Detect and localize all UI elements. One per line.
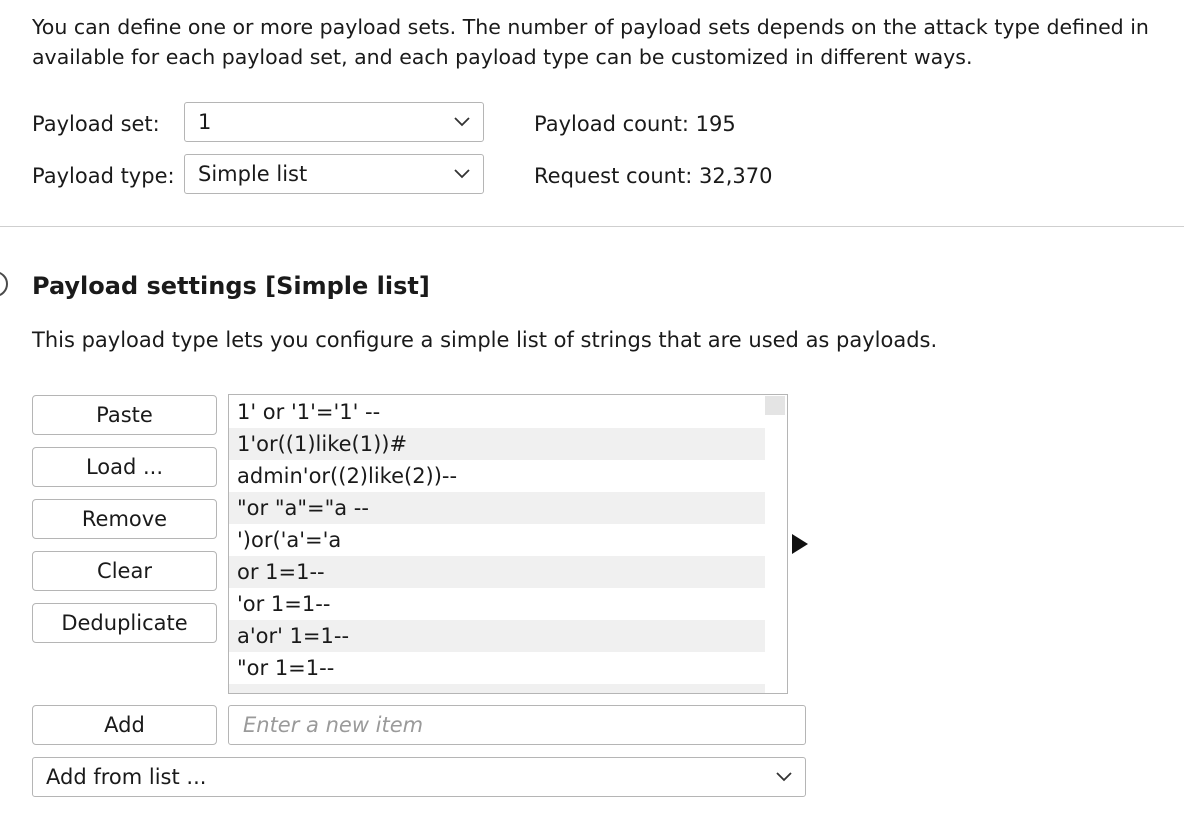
- list-item[interactable]: "or 1=1--: [237, 656, 335, 680]
- play-arrow-icon[interactable]: [792, 534, 808, 554]
- payload-count-value: 195: [695, 112, 736, 136]
- payload-count: [534, 109, 736, 139]
- list-item[interactable]: 1'or((1)like(1))#: [229, 428, 766, 460]
- intro-line-2: available for each payload set, and each payload type can be customized in different ways.: [32, 45, 973, 69]
- list-item[interactable]: ')or('a'='a: [237, 528, 342, 552]
- list-item[interactable]: [229, 684, 766, 694]
- list-item[interactable]: admin'or((2)like(2))--: [237, 464, 458, 488]
- clear-button[interactable]: Clear: [32, 551, 217, 591]
- payload-list-items: [229, 396, 766, 694]
- intro-text: [32, 12, 1184, 72]
- payload-set-label: Payload set:: [32, 112, 160, 136]
- payload-type-label: Payload type:: [32, 164, 175, 188]
- list-item[interactable]: a'or' 1=1--: [229, 620, 766, 652]
- payload-list[interactable]: [228, 394, 788, 694]
- list-item[interactable]: 1' or '1'='1' --: [237, 400, 381, 424]
- add-button[interactable]: Add: [32, 705, 217, 745]
- scroll-thumb[interactable]: [765, 396, 785, 415]
- add-from-list-select[interactable]: [32, 757, 806, 797]
- payload-set-value: 1: [198, 110, 212, 134]
- circle-icon[interactable]: [0, 271, 8, 297]
- deduplicate-button[interactable]: Deduplicate: [32, 603, 217, 643]
- section-description: This payload type lets you configure a simple list of strings that are used as payloads.: [32, 328, 938, 352]
- list-item[interactable]: or 1=1--: [229, 556, 766, 588]
- intro-line-1: You can define one or more payload sets. The number of payload sets depends on the attack type defined in: [32, 15, 1149, 39]
- new-item-input[interactable]: [228, 705, 806, 745]
- chevron-down-icon: [453, 167, 471, 179]
- payload-type-value: Simple list: [198, 162, 308, 186]
- list-item[interactable]: "or "a"="a --: [229, 492, 766, 524]
- request-count: [534, 161, 772, 191]
- request-count-value: 32,370: [699, 164, 773, 188]
- payload-count-label: Payload count:: [534, 112, 689, 136]
- list-item[interactable]: 'or 1=1--: [237, 592, 331, 616]
- paste-button[interactable]: Paste: [32, 395, 217, 435]
- list-scrollbar[interactable]: [765, 395, 787, 693]
- remove-button[interactable]: Remove: [32, 499, 217, 539]
- load-button[interactable]: Load ...: [32, 447, 217, 487]
- section-title: Payload settings [Simple list]: [32, 272, 430, 300]
- chevron-down-icon: [453, 115, 471, 127]
- request-count-label: Request count:: [534, 164, 693, 188]
- section-divider: [0, 226, 1184, 227]
- payload-set-select[interactable]: [184, 102, 484, 142]
- payload-type-select[interactable]: [184, 154, 484, 194]
- chevron-down-icon: [775, 770, 793, 782]
- add-from-list-value: Add from list ...: [46, 765, 207, 789]
